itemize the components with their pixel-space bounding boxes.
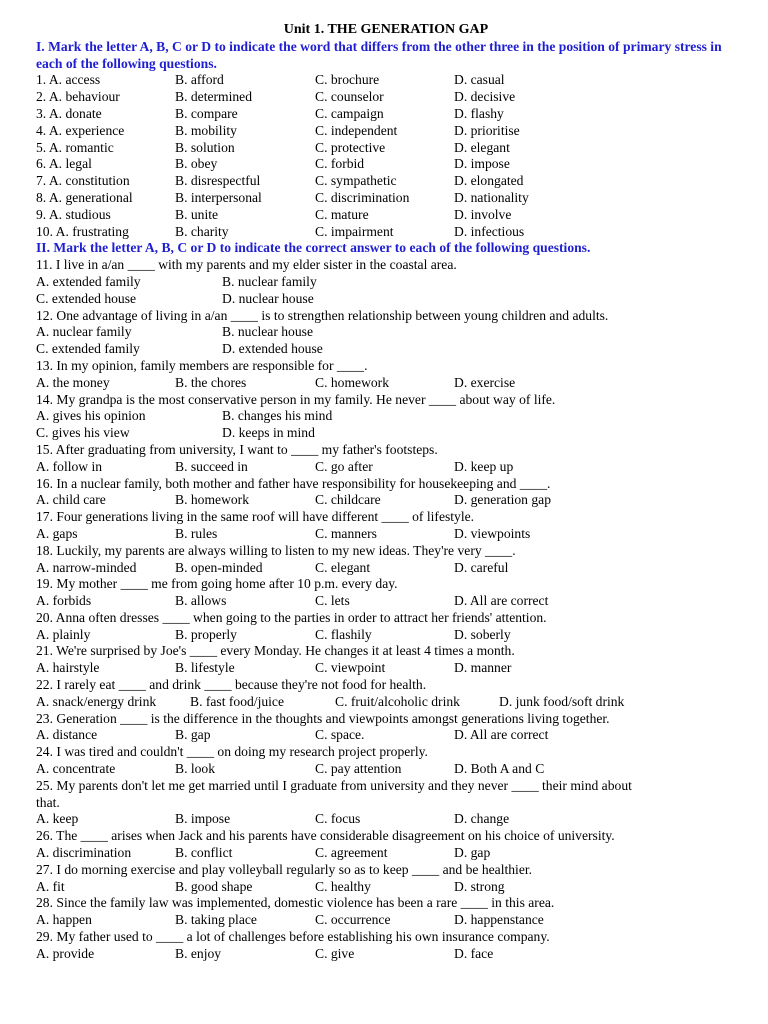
option-row (36, 879, 736, 896)
answer-option: B. mobility (175, 122, 237, 138)
question-text: 29. My father used to ____ a lot of challenges before establishing his own insurance company. (36, 929, 550, 945)
answer-option: 2. A. behaviour (36, 89, 120, 105)
question-text: 20. Anna often dresses ____ when going to the parties in order to attract her friends' attention. (36, 609, 547, 625)
answer-option: D. involve (454, 206, 512, 222)
answer-option: C. independent (315, 122, 398, 138)
question-text-continued: that. (36, 794, 60, 810)
answer-option: A. forbids (36, 593, 92, 609)
answer-option: B. the chores (175, 374, 247, 390)
answer-option: B. nuclear family (222, 273, 317, 289)
answer-option: C. give (315, 945, 355, 961)
answer-option: D. elegant (454, 139, 510, 155)
question-text: 24. I was tired and couldn't ____ on doing my research project properly. (36, 744, 428, 760)
answer-option: C. occurrence (315, 912, 391, 928)
answer-option: D. manner (454, 660, 512, 676)
answer-option: C. brochure (315, 72, 380, 88)
answer-option: C. campaign (315, 105, 384, 121)
answer-option: B. impose (175, 811, 231, 827)
answer-option: B. homework (175, 492, 250, 508)
answer-option: D. decisive (454, 89, 516, 105)
option-row (36, 224, 736, 241)
answer-option: C. counselor (315, 89, 384, 105)
page-title: Unit 1. THE GENERATION GAP (283, 22, 489, 37)
option-row (36, 106, 736, 123)
option-row (36, 156, 736, 173)
answer-option: C. healthy (315, 878, 371, 894)
answer-option: D. strong (454, 878, 505, 894)
section-2-multiple-choice (36, 257, 736, 962)
question-text: 16. In a nuclear family, both mother and father have responsibility for housekeeping and ____. (36, 475, 551, 491)
option-row (36, 72, 736, 89)
answer-option: B. lifestyle (175, 660, 235, 676)
option-row (36, 140, 736, 157)
answer-option: B. open-minded (175, 559, 263, 575)
answer-option: A. extended family (36, 273, 141, 289)
question-text: 13. In my opinion, family members are responsible for ____. (36, 357, 368, 373)
answer-option: 7. A. constitution (36, 173, 130, 189)
answer-option: B. solution (175, 139, 235, 155)
option-row (36, 694, 736, 711)
answer-option: D. nationality (454, 189, 529, 205)
answer-option: 5. A. romantic (36, 139, 114, 155)
answer-option: A. distance (36, 727, 98, 743)
answer-option: A. discrimination (36, 845, 132, 861)
answer-option: D. happenstance (454, 912, 544, 928)
answer-option: 8. A. generational (36, 189, 133, 205)
answer-option: D. impose (454, 156, 510, 172)
option-row (36, 492, 736, 509)
answer-option: C. mature (315, 206, 369, 222)
question-text: 28. Since the family law was implemented, domestic violence has been a rare ____ in this area. (36, 895, 555, 911)
question-text: 21. We're surprised by Joe's ____ every Monday. He changes it at least 4 times a month. (36, 643, 515, 659)
answer-option: A. gives his opinion (36, 408, 146, 424)
answer-option: D. keep up (454, 458, 514, 474)
answer-option: C. sympathetic (315, 173, 397, 189)
answer-option: B. enjoy (175, 945, 222, 961)
answer-option: C. pay attention (315, 761, 402, 777)
answer-option: B. nuclear house (222, 324, 313, 340)
option-row (36, 190, 736, 207)
answer-option: B. fast food/juice (190, 693, 285, 709)
answer-option: 1. A. access (36, 72, 101, 88)
answer-option: D. exercise (454, 374, 516, 390)
option-row (36, 560, 736, 577)
answer-option: D. elongated (454, 173, 524, 189)
answer-option: C. focus (315, 811, 361, 827)
section-1-instruction: I. Mark the letter A, B, C or D to indicate the word that differs from the other three in the position of primary stress in each of the following questions. (36, 38, 722, 71)
answer-option: B. obey (175, 156, 218, 172)
answer-option: A. narrow-minded (36, 559, 137, 575)
option-row (36, 324, 736, 341)
answer-option: C. viewpoint (315, 660, 386, 676)
answer-option: B. compare (175, 105, 238, 121)
answer-option: D. change (454, 811, 510, 827)
answer-option: B. properly (175, 626, 237, 642)
answer-option: B. taking place (175, 912, 257, 928)
question-text: 27. I do morning exercise and play volleyball regularly so as to keep ____ and be healthier. (36, 861, 533, 877)
option-row (36, 375, 736, 392)
answer-option: 3. A. donate (36, 105, 102, 121)
answer-option: C. childcare (315, 492, 381, 508)
question-text: 11. I live in a/an ____ with my parents and my elder sister in the coastal area. (36, 257, 457, 273)
answer-option: B. allows (175, 593, 227, 609)
answer-option: D. soberly (454, 626, 511, 642)
answer-option: 4. A. experience (36, 122, 125, 138)
answer-option: D. gap (454, 845, 491, 861)
option-row (36, 845, 736, 862)
question-text: 14. My grandpa is the most conservative person in my family. He never ____ about way of life. (36, 391, 556, 407)
question-text: 18. Luckily, my parents are always willing to listen to my new ideas. They're very ____. (36, 542, 516, 558)
answer-option: C. impairment (315, 223, 394, 239)
question-text: 12. One advantage of living in a/an ____ is to strengthen relationship between young children and adults. (36, 307, 609, 323)
option-row (36, 123, 736, 140)
answer-option: B. disrespectful (175, 173, 261, 189)
answer-option: B. look (175, 761, 216, 777)
option-row (36, 912, 736, 929)
answer-option: B. charity (175, 223, 229, 239)
option-row (36, 727, 736, 744)
answer-option: B. unite (175, 206, 219, 222)
answer-option: C. manners (315, 525, 377, 541)
answer-option: D. flashy (454, 105, 504, 121)
option-row (36, 811, 736, 828)
answer-option: C. protective (315, 139, 386, 155)
answer-option: C. forbid (315, 156, 365, 172)
answer-option: D. nuclear house (222, 290, 314, 306)
option-row (36, 207, 736, 224)
option-row (36, 408, 736, 425)
answer-option: C. flashily (315, 626, 372, 642)
option-row (36, 627, 736, 644)
answer-option: 6. A. legal (36, 156, 92, 172)
option-row (36, 593, 736, 610)
answer-option: D. face (454, 945, 494, 961)
answer-option: D. keeps in mind (222, 425, 315, 441)
option-row (36, 526, 736, 543)
answer-option: D. Both A and C (454, 761, 545, 777)
answer-option: B. changes his mind (222, 408, 333, 424)
option-row (36, 660, 736, 677)
answer-option: C. lets (315, 593, 350, 609)
option-row (36, 459, 736, 476)
answer-option: A. keep (36, 811, 79, 827)
question-text: 23. Generation ____ is the difference in the thoughts and viewpoints amongst generations living together. (36, 710, 610, 726)
option-row (36, 425, 736, 442)
answer-option: D. casual (454, 72, 505, 88)
answer-option: B. rules (175, 525, 218, 541)
answer-option: A. nuclear family (36, 324, 132, 340)
answer-option: C. elegant (315, 559, 371, 575)
option-row (36, 89, 736, 106)
answer-option: B. succeed in (175, 458, 248, 474)
section-2-instruction: II. Mark the letter A, B, C or D to indicate the correct answer to each of the following questions. (36, 240, 591, 256)
answer-option: A. the money (36, 374, 110, 390)
answer-option: A. child care (36, 492, 106, 508)
answer-option: A. concentrate (36, 761, 116, 777)
answer-option: A. follow in (36, 458, 103, 474)
answer-option: A. happen (36, 912, 92, 928)
worksheet-page (36, 22, 736, 963)
answer-option: A. plainly (36, 626, 91, 642)
option-row (36, 173, 736, 190)
answer-option: A. provide (36, 945, 95, 961)
option-row (36, 761, 736, 778)
answer-option: A. hairstyle (36, 660, 100, 676)
question-text: 19. My mother ____ me from going home after 10 p.m. every day. (36, 576, 398, 592)
answer-option: B. determined (175, 89, 253, 105)
answer-option: C. homework (315, 374, 390, 390)
answer-option: D. junk food/soft drink (499, 693, 625, 709)
answer-option: B. interpersonal (175, 189, 262, 205)
answer-option: D. generation gap (454, 492, 552, 508)
answer-option: D. extended house (222, 341, 323, 357)
option-row (36, 291, 736, 308)
section-1-stress-questions (36, 72, 736, 240)
option-row (36, 341, 736, 358)
answer-option: D. All are correct (454, 593, 549, 609)
question-text: 17. Four generations living in the same roof will have different ____ of lifestyle. (36, 509, 475, 525)
answer-option: C. extended family (36, 341, 140, 357)
answer-option: 10. A. frustrating (36, 223, 129, 239)
option-row (36, 946, 736, 963)
option-row (36, 274, 736, 291)
answer-option: A. gaps (36, 525, 78, 541)
answer-option: B. afford (175, 72, 224, 88)
answer-option: C. agreement (315, 845, 388, 861)
answer-option: D. careful (454, 559, 509, 575)
answer-option: C. gives his view (36, 425, 130, 441)
answer-option: D. All are correct (454, 727, 549, 743)
answer-option: D. infectious (454, 223, 525, 239)
answer-option: A. fit (36, 878, 65, 894)
answer-option: D. prioritise (454, 122, 520, 138)
answer-option: C. discrimination (315, 189, 410, 205)
answer-option: C. go after (315, 458, 373, 474)
answer-option: C. extended house (36, 290, 137, 306)
answer-option: B. gap (175, 727, 211, 743)
answer-option: B. good shape (175, 878, 253, 894)
answer-option: C. fruit/alcoholic drink (335, 693, 460, 709)
answer-option: 9. A. studious (36, 206, 111, 222)
question-text: 15. After graduating from university, I want to ____ my father's footsteps. (36, 441, 438, 457)
answer-option: D. viewpoints (454, 525, 531, 541)
answer-option: A. snack/energy drink (36, 693, 157, 709)
question-text: 26. The ____ arises when Jack and his parents have considerable disagreement on his choice of university. (36, 828, 615, 844)
answer-option: C. space. (315, 727, 365, 743)
question-text: 22. I rarely eat ____ and drink ____ because they're not food for health. (36, 677, 427, 693)
question-text: 25. My parents don't let me get married until I graduate from university and they never ____ their mind about (36, 777, 632, 793)
answer-option: B. conflict (175, 845, 233, 861)
